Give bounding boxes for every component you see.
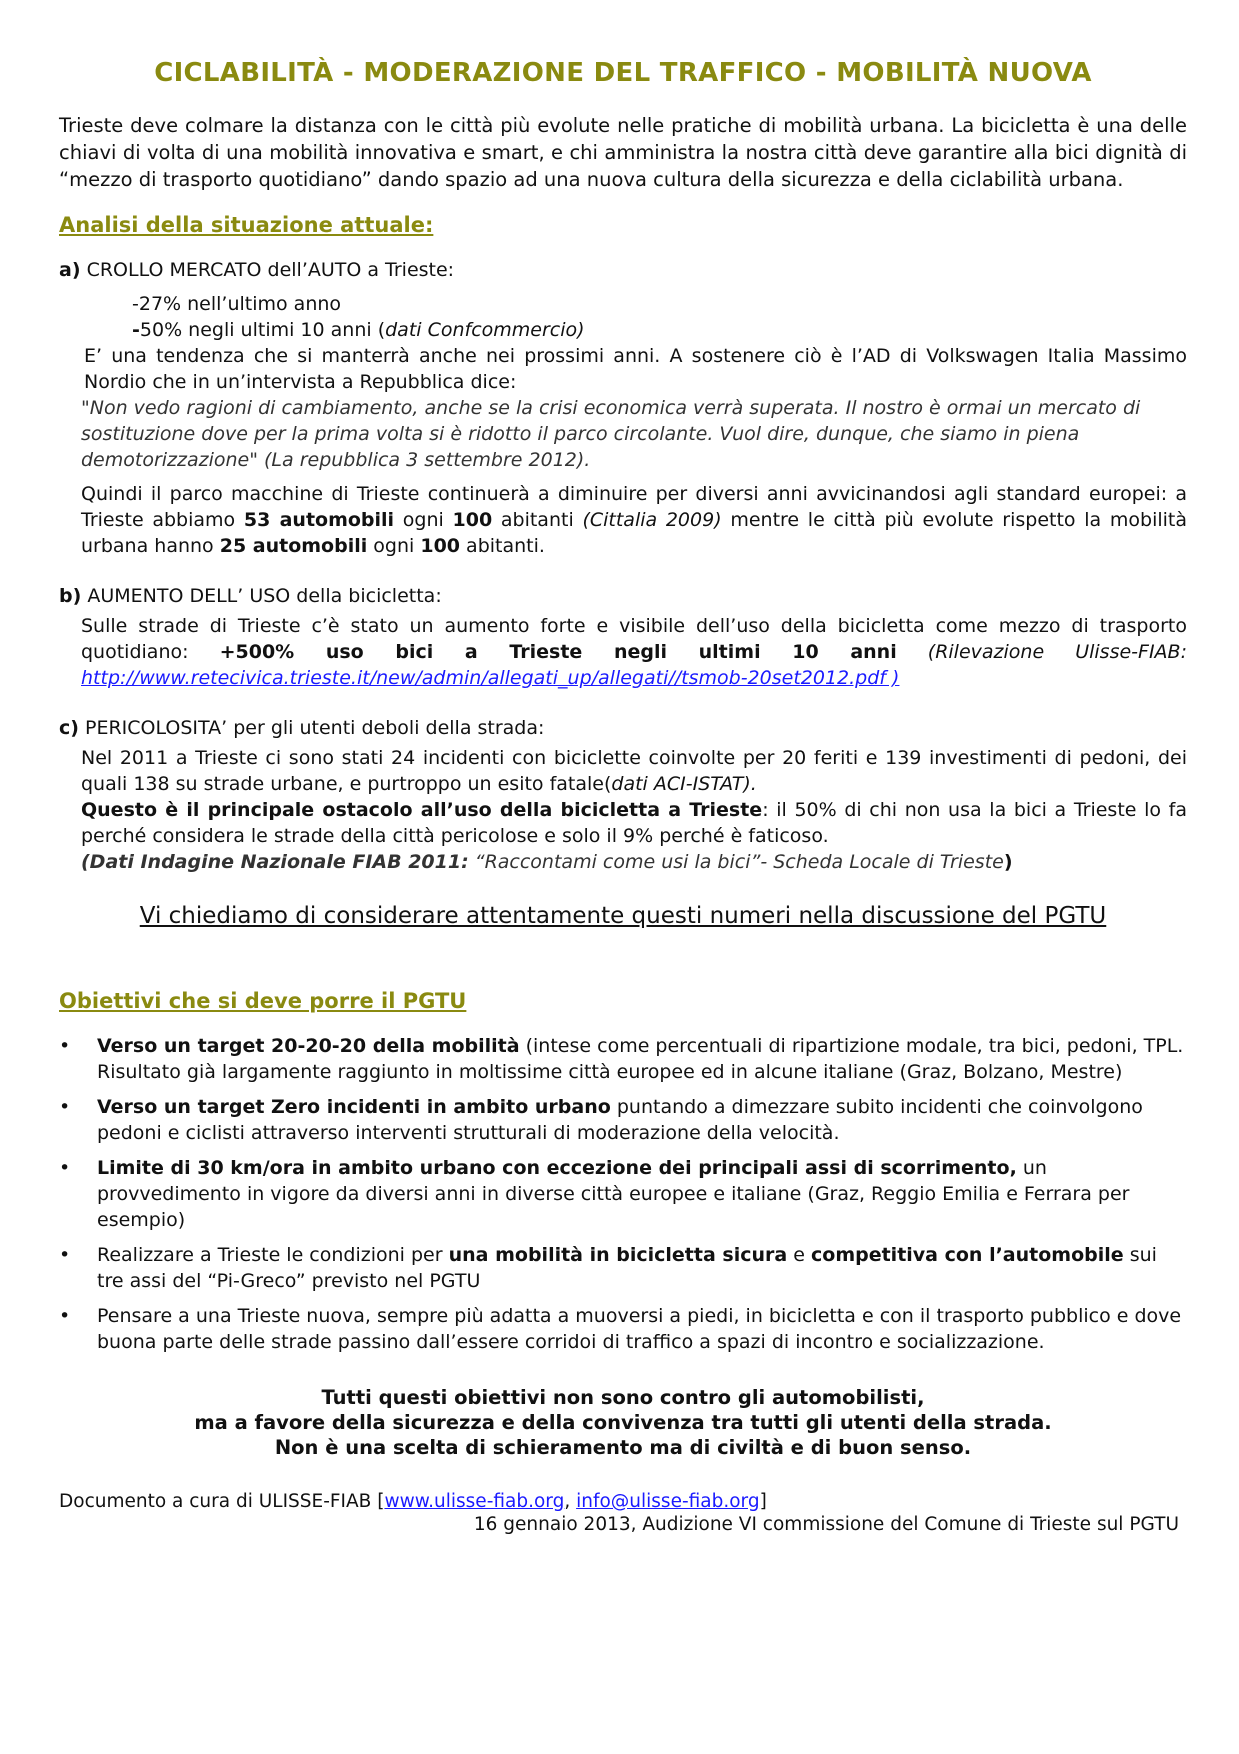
text-frag: , bbox=[564, 1491, 577, 1512]
list-item bbox=[59, 1155, 1187, 1233]
section-b-text bbox=[81, 613, 1187, 691]
document-page bbox=[59, 58, 1187, 1536]
email-link[interactable]: info@ulisse-fiab.org bbox=[576, 1491, 760, 1512]
footer-date: 16 gennaio 2013, Audizione VI commissione del Comune di Trieste sul PGTU bbox=[473, 1514, 1179, 1535]
list-item bbox=[59, 1033, 1187, 1085]
item-bold: Limite di 30 km/ora in ambito urbano con eccezione dei principali assi di scorrimento, bbox=[97, 1157, 1017, 1179]
item-bold: competitiva con l’automobile bbox=[811, 1244, 1124, 1266]
bullet-icon: • bbox=[59, 1096, 71, 1118]
stat-line-2 bbox=[132, 317, 1187, 343]
text-frag: ogni bbox=[394, 509, 453, 531]
section-c-title-text: PERICOLOSITA’ per gli utenti deboli della strada: bbox=[85, 717, 545, 739]
tsmob-report-link[interactable]: http://www.retecivica.trieste.it/new/admin/allegati_up/allegati//tsmob-20set2012.pdf ) bbox=[81, 667, 900, 689]
item-text: Realizzare a Trieste le condizioni per bbox=[97, 1244, 449, 1266]
item-text: puntando a dimezzare subito incidenti che coinvolgono pedoni e ciclisti attraverso interventi strutturali di moderazione della velocità. bbox=[97, 1096, 1143, 1144]
website-link[interactable]: www.ulisse-fiab.org bbox=[384, 1491, 565, 1512]
bullet-icon: • bbox=[59, 1035, 71, 1057]
footer bbox=[59, 1490, 1187, 1536]
section-a-title bbox=[59, 257, 1187, 283]
section-c-title bbox=[59, 715, 1187, 741]
text-frag: Sulle strade di Trieste c’è stato un aumento forte e visibile dell’uso della bicicletta come mezzo di trasporto quotidiano: bbox=[81, 615, 1187, 663]
stat-dash: - bbox=[132, 319, 140, 341]
main-obstacle: Questo è il principale ostacolo all’uso della bicicletta a Trieste bbox=[81, 799, 763, 821]
value-100: 100 bbox=[452, 509, 493, 531]
source-aci: dati ACI-ISTAT). bbox=[611, 773, 757, 795]
text-frag: abitanti. bbox=[460, 535, 545, 557]
stat-line-1: -27% nell’ultimo anno bbox=[132, 293, 342, 315]
list-item bbox=[59, 1242, 1187, 1294]
list-item bbox=[59, 1303, 1187, 1355]
source-cittalia: (Cittalia 2009) bbox=[582, 509, 722, 531]
list-item bbox=[59, 1094, 1187, 1146]
item-text: sui tre assi del “Pi-Greco” previsto nel PGTU bbox=[97, 1244, 1157, 1292]
bici-increase: +500% uso bici a Trieste negli ultimi 10 anni bbox=[219, 641, 897, 663]
text-frag: Documento a cura di ULISSE-FIAB [ bbox=[59, 1491, 385, 1512]
section-a-quote: "Non vedo ragioni di cambiamento, anche se la crisi economica verrà superata. Il nostro è ormai un mercato di sostituzione dove per la prima volta si è ridotto il parco circolante. Vuol dire, dunque, che siamo in piena demotorizzazione" (La repubblica 3 settembre 2012). bbox=[81, 397, 1141, 471]
source-fiab: “Raccontami come usi la bici”- Scheda Locale di Trieste bbox=[468, 851, 1004, 873]
item-text: Pensare a una Trieste nuova, sempre più adatta a muoversi a piedi, in bicicletta e con il trasporto pubblico e dove buona parte delle strade passino dall’essere corridoi di traffico a spazi di incontro e socializzazione. bbox=[97, 1305, 1182, 1353]
stat-text: 50% negli ultimi 10 anni ( bbox=[139, 319, 386, 341]
closing-line: Non è una scelta di schieramento ma di civiltà e di buon senso. bbox=[274, 1436, 972, 1459]
section-b-title-text: AUMENTO DELL’ USO della bicicletta: bbox=[87, 585, 442, 607]
footer-credit bbox=[59, 1490, 1187, 1513]
source-ulisse: (Rilevazione Ulisse-FIAB: bbox=[896, 641, 1187, 663]
closing-line: ma a favore della sicurezza e della convivenza tra tutti gli utenti della strada. bbox=[194, 1411, 1052, 1434]
section-b-title bbox=[59, 583, 1187, 609]
analysis-heading: Analisi della situazione attuale: bbox=[59, 213, 434, 237]
item-text: e bbox=[787, 1244, 811, 1266]
text-frag: abitanti bbox=[492, 509, 583, 531]
section-a-label: a) bbox=[59, 259, 81, 281]
value-25: 25 automobili bbox=[219, 535, 368, 557]
section-a-text1: E’ una tendenza che si manterrà anche nei prossimi anni. A sostenere ciò è l’AD di Volkswagen Italia Massimo Nordio che in un’intervista a Repubblica dice: bbox=[84, 345, 1187, 393]
closing-statement bbox=[59, 1385, 1187, 1460]
text-frag: mentre le città più evolute rispetto la mobilità urbana hanno bbox=[81, 509, 1187, 557]
text-frag: ) bbox=[1003, 851, 1013, 873]
bullet-icon: • bbox=[59, 1244, 71, 1266]
text-frag: Nel 2011 a Trieste ci sono stati 24 incidenti con biciclette coinvolte per 20 feriti e 139 investimenti di pedoni, dei quali 138 su strade urbane, e purtroppo un esito fatale( bbox=[81, 747, 1187, 795]
bullet-icon: • bbox=[59, 1157, 71, 1179]
text-frag: ogni bbox=[367, 535, 421, 557]
section-c-text bbox=[81, 745, 1187, 875]
value-53: 53 automobili bbox=[243, 509, 395, 531]
page-title: CICLABILITÀ - MODERAZIONE DEL TRAFFICO - MOBILITÀ NUOVA bbox=[154, 58, 1092, 88]
section-b-label: b) bbox=[59, 585, 82, 607]
text-frag: Quindi il parco macchine di Trieste continuerà a diminuire per diversi anni avvicinandosi agli standard europei: a Trieste abbiamo bbox=[81, 483, 1187, 531]
value-100: 100 bbox=[420, 535, 461, 557]
section-a-text2 bbox=[81, 481, 1187, 559]
item-bold: Verso un target 20-20-20 della mobilità bbox=[97, 1035, 520, 1057]
objectives-heading: Obiettivi che si deve porre il PGTU bbox=[59, 989, 467, 1013]
callout-request: Vi chiediamo di considerare attentamente questi numeri nella discussione del PGTU bbox=[139, 903, 1107, 929]
bullet-icon: • bbox=[59, 1305, 71, 1327]
text-frag: : il 50% di chi non usa la bici a Trieste lo fa perché considera le strade della città pericolose e solo il 9% perché è faticoso. bbox=[81, 799, 1187, 847]
stat-source: dati Confcommercio) bbox=[385, 319, 585, 341]
section-a-title-text: CROLLO MERCATO dell’AUTO a Trieste: bbox=[86, 259, 455, 281]
item-text: (intese come percentuali di ripartizione modale, tra bici, pedoni, TPL. Risultato già largamente raggiunto in moltissime città europee ed in alcune italiane (Graz, Bolzano, Mestre) bbox=[97, 1035, 1184, 1083]
intro-paragraph: Trieste deve colmare la distanza con le città più evolute nelle pratiche di mobilità urbana. La bicicletta è una delle chiavi di volta di una mobilità innovativa e smart, e chi amministra la nostra città deve garantire alla bici dignità di “mezzo di trasporto quotidiano” dando spazio ad una nuova cultura della sicurezza e della ciclabilità urbana. bbox=[59, 114, 1187, 191]
objectives-list bbox=[59, 1033, 1187, 1355]
section-c-label: c) bbox=[59, 717, 79, 739]
item-bold: una mobilità in bicicletta sicura bbox=[448, 1244, 788, 1266]
text-frag: ] bbox=[759, 1491, 767, 1512]
item-bold: Verso un target Zero incidenti in ambito urbano bbox=[97, 1096, 611, 1118]
item-text: un provvedimento in vigore da diversi anni in diverse città europee e italiane (Graz, Reggio Emilia e Ferrara per esempio) bbox=[97, 1157, 1130, 1231]
closing-line: Tutti questi obiettivi non sono contro gli automobilisti, bbox=[321, 1386, 925, 1409]
source-fiab-bold: (Dati Indagine Nazionale FIAB 2011: bbox=[81, 851, 469, 873]
